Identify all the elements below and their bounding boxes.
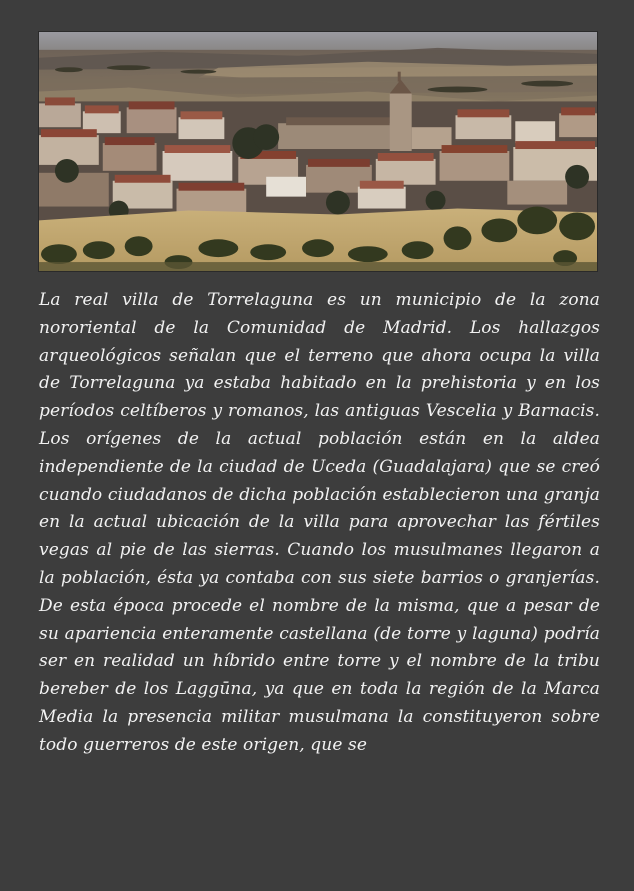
article-paragraph: La real villa de Torrelaguna es un municipio de la zona nororiental de la Comunidad de Madrid. Los hallazgos arqueológicos señalan que el terreno que ahora ocupa la villa de Torrelaguna ya estaba habitado en la prehistoria y en los períodos celtíberos y romanos, las antiguas Vescelia y Barnacis. Los orígenes de la actual población están en la aldea independiente de la ciudad de Uceda (Guadalajara) que se creó cuando ciudadanos de dicha población establecieron una granja en la actual ubicación de la villa para aprovechar las fértiles vegas al pie de las sierras. Cuando los musulmanes llegaron a la población, ésta ya contaba con sus siete barrios o granjerías. De esta época procede el nombre de la misma, que a pesar de su apariencia enteramente castellana (de torre y laguna) podría ser en realidad un híbrido entre torre y el nombre de la tribu bereber de los Laggūna, ya que en toda la región de la Marca Media la presencia militar musulmana la constituyeron sobre todo guerreros de este origen, que se [39, 290, 600, 755]
town-panorama-photo [38, 31, 598, 272]
town-panorama-illustration [39, 32, 597, 271]
